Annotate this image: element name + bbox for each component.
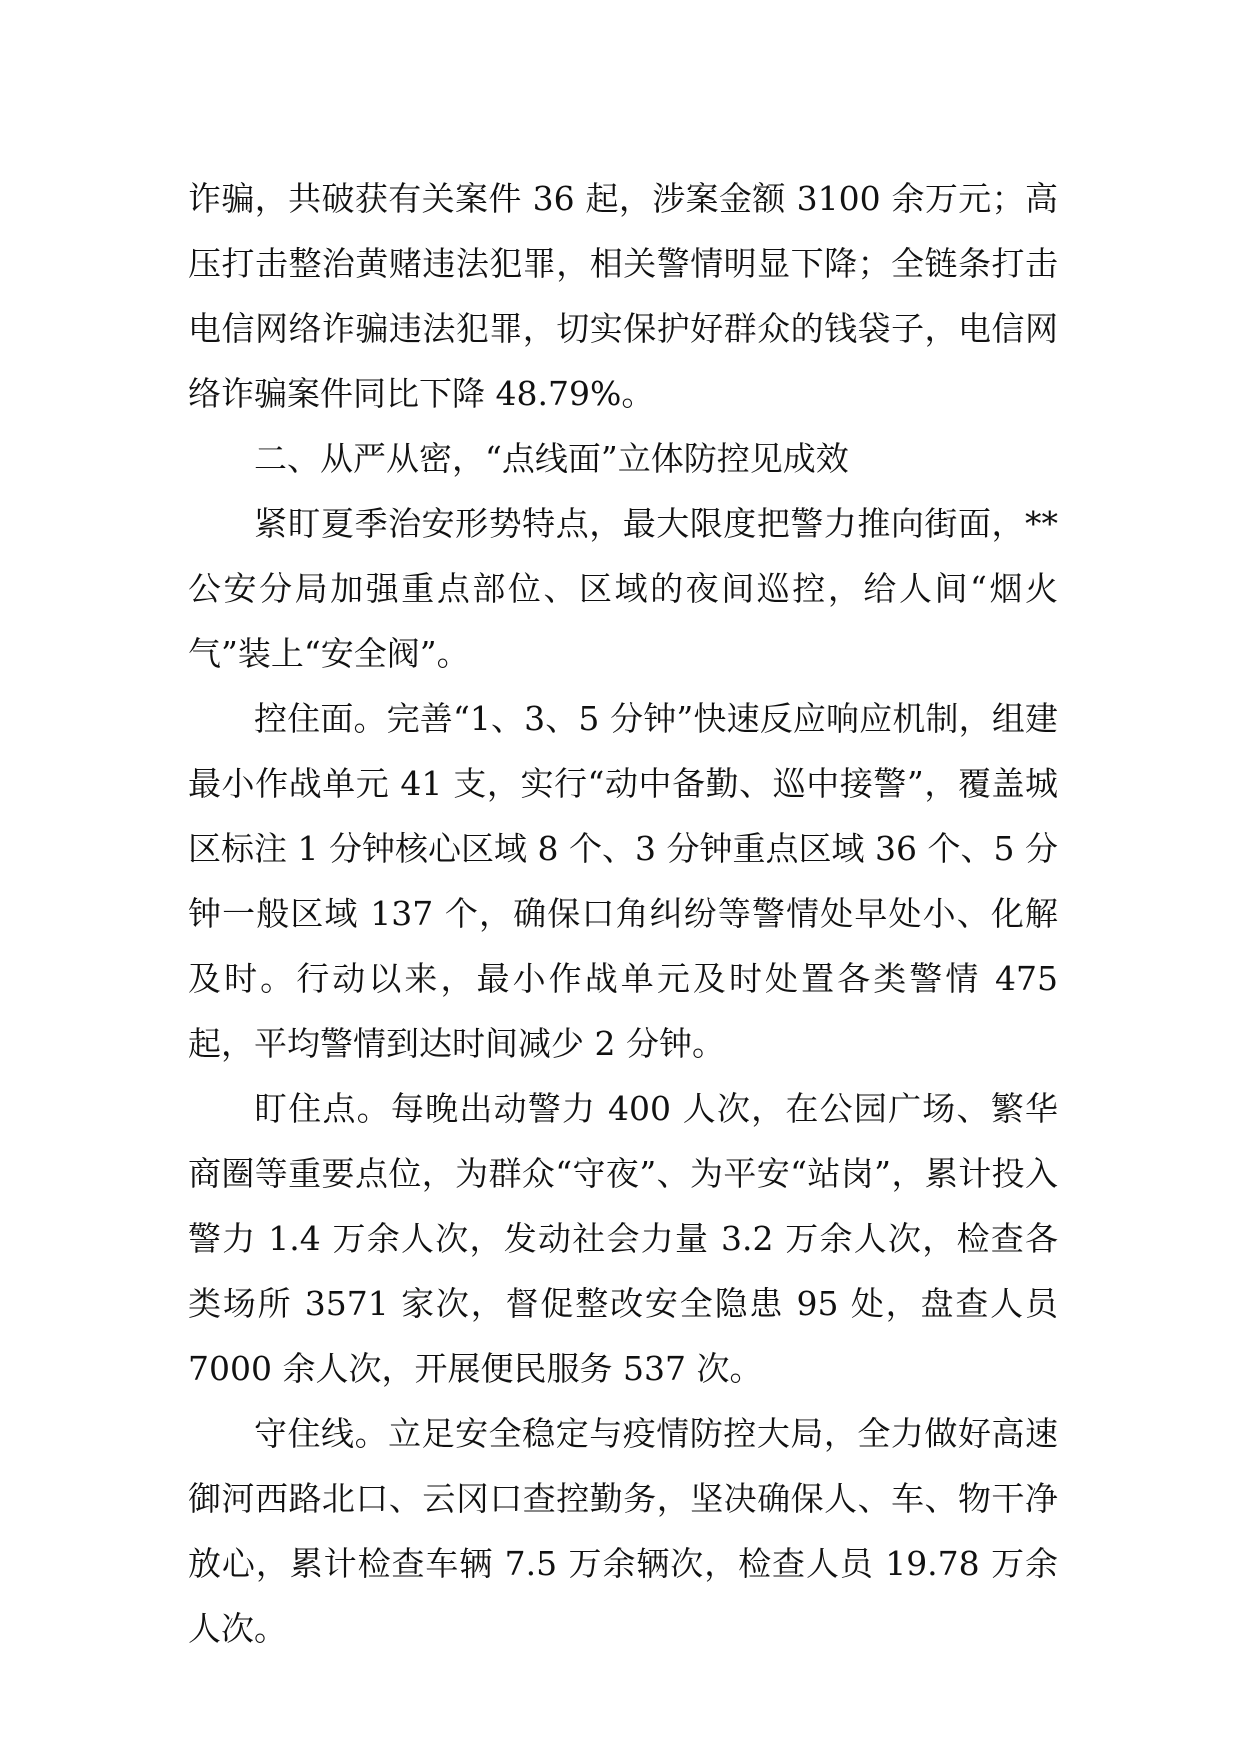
paragraph-watch-points: 盯住点。每晚出动警力 400 人次，在公园广场、繁华商圈等重要点位，为群众“守夜”、为平安“站岗”，累计投入警力 1.4 万余人次，发动社会力量 3.2 万余人次，检查各类场所 3571 家次，督促整改安全隐患 95 处，盘查人员 7000 余人次，开展便民服务 537 次。 (188, 1089, 1058, 1388)
document-body (188, 166, 1058, 1661)
paragraph-fraud-cases: 诈骗，共破获有关案件 36 起，涉案金额 3100 余万元；高压打击整治黄赌违法犯罪，相关警情明显下降；全链条打击电信网络诈骗违法犯罪，切实保护好群众的钱袋子，电信网络诈骗案件同比下降 48.79%。 (188, 179, 1058, 413)
paragraph-summer-patrol: 紧盯夏季治安形势特点，最大限度把警力推向街面，**公安分局加强重点部位、区域的夜间巡控，给人间“烟火气”装上“安全阀”。 (188, 504, 1058, 673)
paragraph-guard-lines: 守住线。立足安全稳定与疫情防控大局，全力做好高速御河西路北口、云冈口查控勤务，坚决确保人、车、物干净放心，累计检查车辆 7.5 万余辆次，检查人员 19.78 万余人次。 (188, 1414, 1058, 1648)
section-heading-prevention: 二、从严从密，“点线面”立体防控见成效 (254, 439, 849, 478)
paragraph-control-area: 控住面。完善“1、3、5 分钟”快速反应响应机制，组建最小作战单元 41 支，实行“动中备勤、巡中接警”，覆盖城区标注 1 分钟核心区域 8 个、3 分钟重点区域 36 个、5 分钟一般区域 137 个，确保口角纠纷等警情处早处小、化解及时。行动以来，最小作战单元及时处置各类警情 475 起，平均警情到达时间减少 2 分钟。 (188, 699, 1058, 1063)
